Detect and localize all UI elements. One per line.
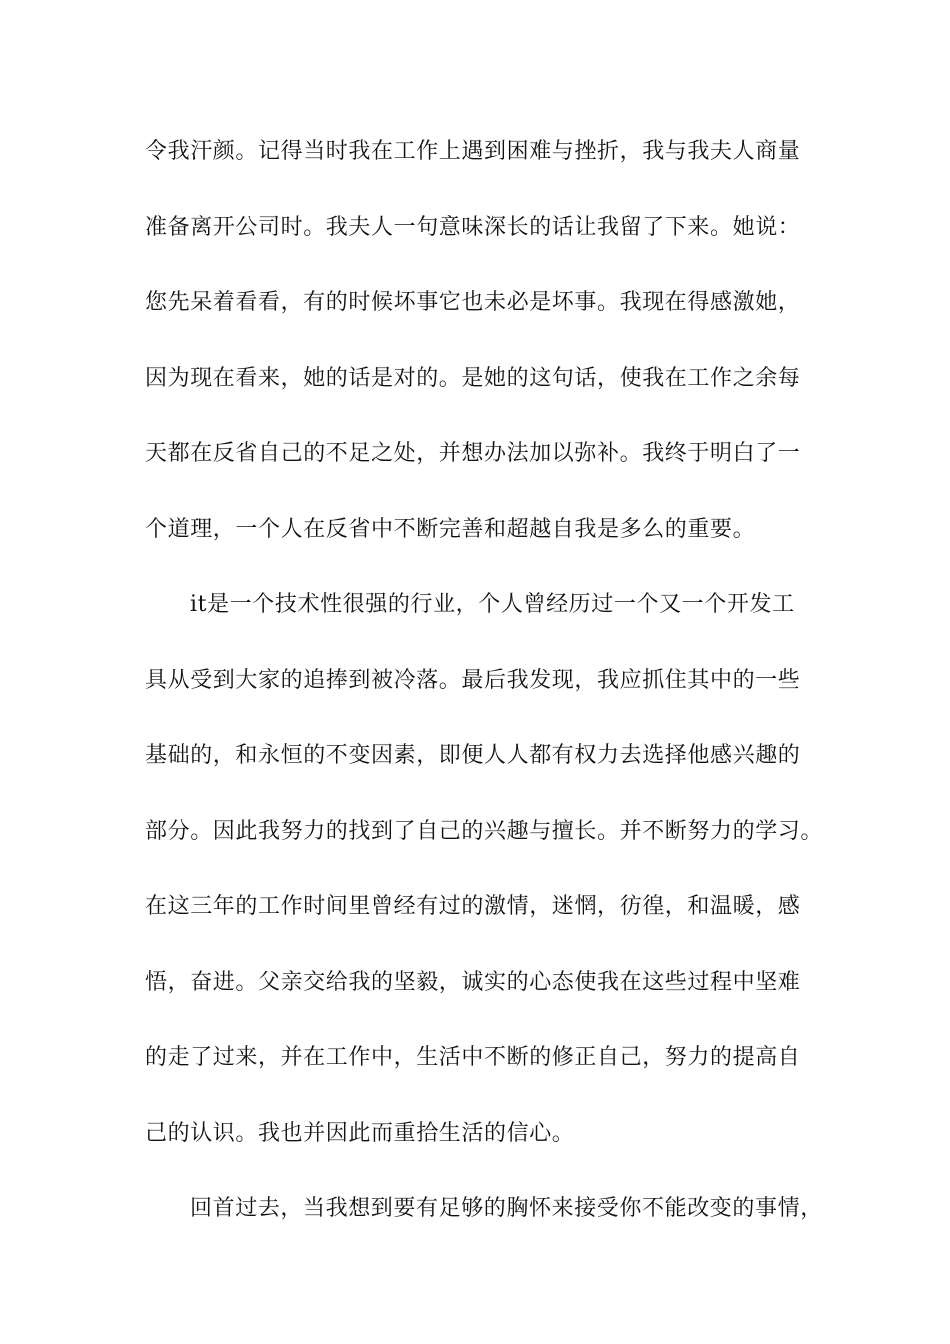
- text-line: 具从受到大家的追捧到被冷落。最后我发现，我应抓住其中的一些: [145, 667, 801, 693]
- document-body: [145, 132, 825, 1265]
- text-line: 您先呆着看看，有的时候坏事它也未必是坏事。我现在得感激她，: [145, 290, 801, 315]
- text-line: 准备离开公司时。我夫人一句意味深长的话让我留了下来。她说：: [145, 214, 801, 240]
- text-line: 部分。因此我努力的找到了自己的兴趣与擅长。并不断努力的学习。: [145, 818, 824, 844]
- text-line: 因为现在看来，她的话是对的。是她的这句话，使我在工作之余每: [145, 365, 801, 391]
- paragraph-start-line: it是一个技术性很强的行业，个人曾经历过一个又一个开发工: [190, 592, 795, 617]
- text-line: 的走了过来，并在工作中，生活中不断的修正自己，努力的提高自: [145, 1045, 801, 1070]
- paragraph-start-line: 回首过去，当我想到要有足够的胸怀来接受你不能改变的事情，: [190, 1196, 823, 1221]
- text-line: 悟，奋进。父亲交给我的坚毅，诚实的心态使我在这些过程中坚难: [145, 969, 801, 995]
- text-line: 令我汗颜。记得当时我在工作上遇到困难与挫折，我与我夫人商量: [145, 139, 801, 164]
- text-line: 个道理，一个人在反省中不断完善和超越自我是多么的重要。: [145, 516, 756, 542]
- text-line: 在这三年的工作时间里曾经有过的激情，迷惘，彷徨，和温暖，感: [145, 894, 801, 919]
- text-line: 基础的，和永恒的不变因素，即便人人都有权力去选择他感兴趣的: [145, 743, 801, 768]
- text-line: 己的认识。我也并因此而重拾生活的信心。: [145, 1120, 575, 1146]
- text-line: 天都在反省自己的不足之处，并想办法加以弥补。我终于明白了一: [145, 441, 801, 466]
